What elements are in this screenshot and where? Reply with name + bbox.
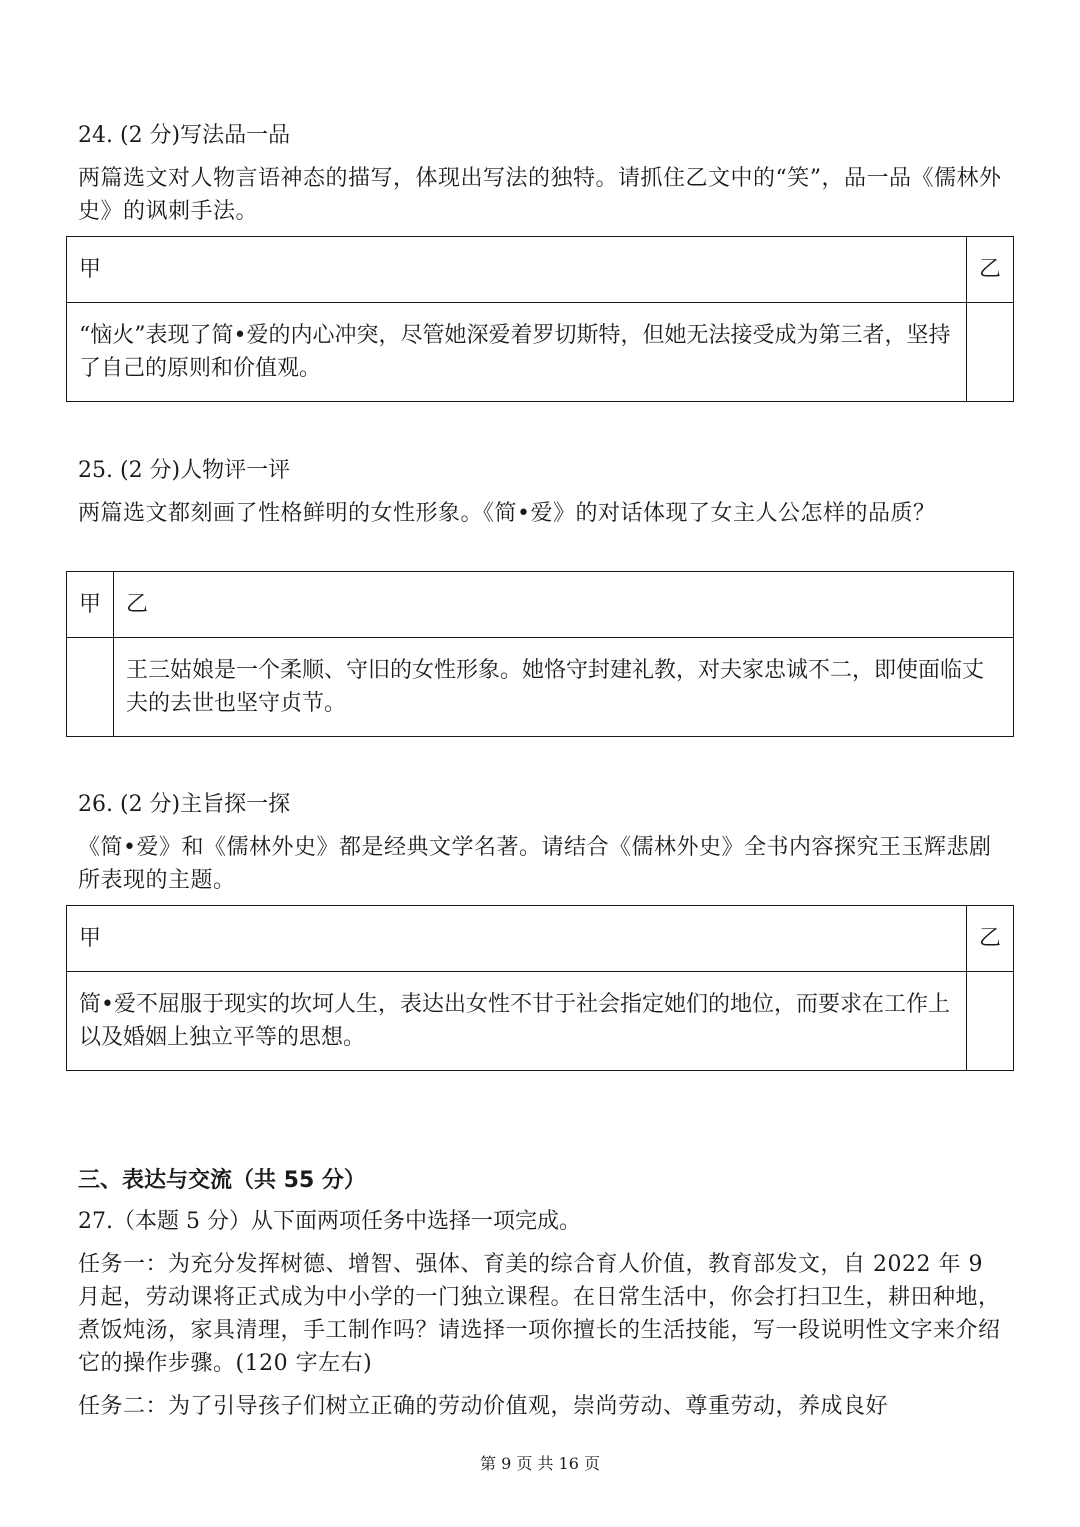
q25-prompt: 两篇选文都刻画了性格鲜明的女性形象。《简•爱》的对话体现了女主人公怎样的品质？ bbox=[78, 501, 936, 526]
section-heading: 三、表达与交流（共 55 分） bbox=[78, 1168, 366, 1193]
q27-task2: 任务二：为了引导孩子们树立正确的劳动价值观，崇尚劳动、尊重劳动，养成良好 bbox=[78, 1394, 889, 1419]
q25-header-jia: 甲 bbox=[67, 572, 114, 638]
q24-header-jia: 甲 bbox=[67, 237, 967, 303]
q27-title: 27.（本题 5 分）从下面两项任务中选择一项完成。 bbox=[78, 1209, 581, 1234]
q25-header-yi: 乙 bbox=[114, 572, 1014, 638]
q26-title: 26. (2 分)主旨探一探 bbox=[78, 792, 291, 817]
q24-prompt: 两篇选文对人物言语神态的描写，体现出写法的独特。请抓住乙文中的“笑”，品一品《儒林外史》的讽刺手法。 bbox=[78, 166, 1002, 224]
q25-answer-table bbox=[66, 571, 1014, 737]
q24-title: 24. (2 分)写法品一品 bbox=[78, 123, 291, 148]
q26-answer-yi-empty bbox=[967, 972, 1014, 1071]
q26-prompt: 《简•爱》和《儒林外史》都是经典文学名著。请结合《儒林外史》全书内容探究王玉辉悲剧所表现的主题。 bbox=[78, 835, 992, 893]
q27-task1: 任务一：为充分发挥树德、增智、强体、育美的综合育人价值，教育部发文，自 2022 年 9 月起，劳动课将正式成为中小学的一门独立课程。在日常生活中，你会打扫卫生，耕田种地，煮饭炖汤，家具清理，手工制作吗？请选择一项你擅长的生活技能，写一段说明性文字来介绍它的操作步骤。(120 字左右) bbox=[78, 1252, 1001, 1376]
page-number: 第 9 页 共 16 页 bbox=[480, 1454, 600, 1473]
q24-answer-jia: “恼火”表现了简•爱的内心冲突，尽管她深爱着罗切斯特，但她无法接受成为第三者，坚持了自己的原则和价值观。 bbox=[67, 303, 967, 402]
q26-header-jia: 甲 bbox=[67, 906, 967, 972]
q24-answer-yi-empty bbox=[967, 303, 1014, 402]
q25-title: 25. (2 分)人物评一评 bbox=[78, 458, 291, 483]
q26-answer-jia: 简•爱不屈服于现实的坎坷人生，表达出女性不甘于社会指定她们的地位，而要求在工作上以及婚姻上独立平等的思想。 bbox=[67, 972, 967, 1071]
q25-answer-jia-empty bbox=[67, 638, 114, 737]
q26-header-yi: 乙 bbox=[967, 906, 1014, 972]
q24-answer-table bbox=[66, 236, 1014, 402]
q26-answer-table bbox=[66, 905, 1014, 1071]
q25-answer-yi: 王三姑娘是一个柔顺、守旧的女性形象。她恪守封建礼教，对夫家忠诚不二，即使面临丈夫的去世也坚守贞节。 bbox=[114, 638, 1014, 737]
q24-header-yi: 乙 bbox=[967, 237, 1014, 303]
